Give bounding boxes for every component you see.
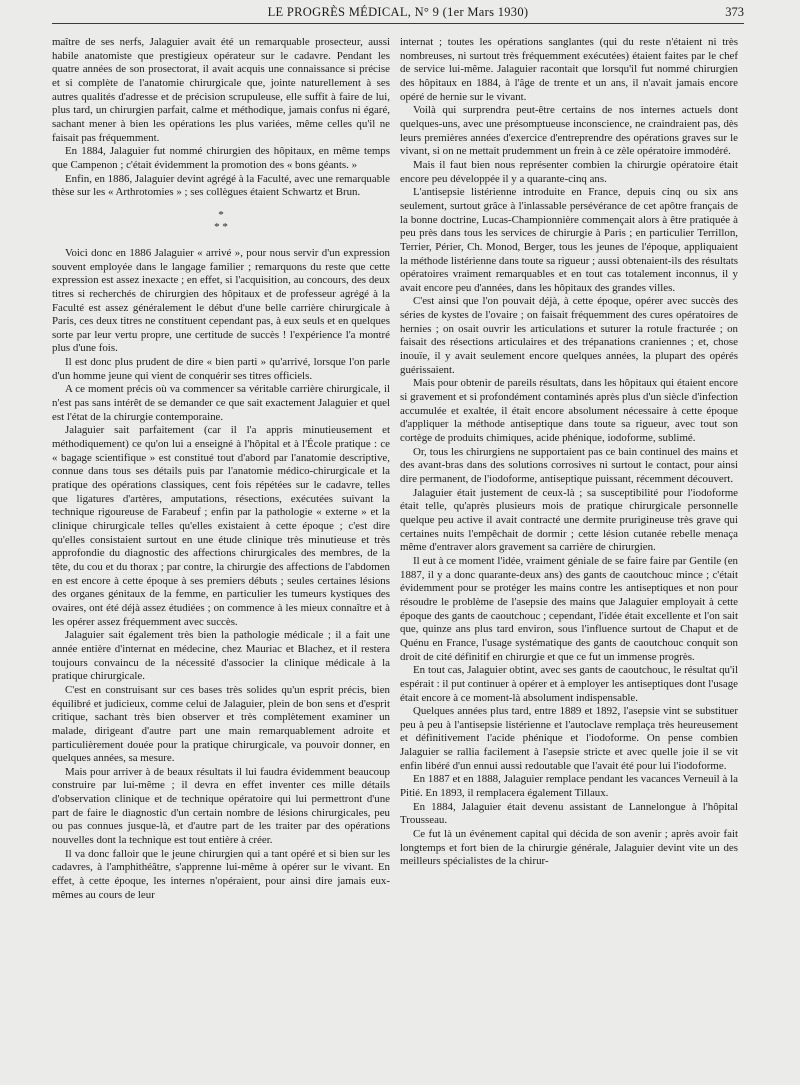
paragraph: Mais pour arriver à de beaux résultats il lui faudra évidemment beaucoup construire par lui-même ; il devra en effet inventer ces mille détails d'observation clinique et de technique opératoire qui lui permettront d'une part de faire le diagnostic d'un certain nombre de lésions chirurgicales, peu ou pas connues jusque-là, et d'autre part de les traiter par des opérations nouvelles dont la technique est tout entière à créer.: [52, 765, 390, 847]
paragraph: Voilà qui surprendra peut-être certains de nos internes actuels dont quelques-uns, avec une présomptueuse inconscience, ne craindraient pas, dès leurs premières années d'exercice d'entreprendre des opérations graves sur le vivant, si on ne mettait prudemment un frein à ce zèle opératoire immodéré.: [400, 104, 738, 158]
paragraph: maître de ses nerfs, Jalaguier avait été un remarquable prosecteur, aussi habile anatomiste que prestigieux opérateur sur le cadavre. Pendant les quatre années de son prosectorat, il avait acquis une connaissance si précise et si complète de l'anatomie chirurgicale que, jointe naturellement à ses autres qualités d'adresse et de précision scrupuleuse, elle suffit à faire de lui, plus tard, un chirurgien parfait, calme et méthodique, jamais confus ni égaré, sachant mener à bien les opérations les plus variées, même celles qu'il ne faisait pas fréquemment.: [52, 36, 390, 144]
paragraph: Jalaguier était justement de ceux-là ; sa susceptibilité pour l'iodoforme était telle, qu'après plusieurs mois de pratique chirurgicale personnelle quelque peu active il avait contracté une dermite prurigineuse très grave qui certaines nuits l'empêchait de dormir ; cette lésion cutanée rebelle menaça même d'entraver alors gravement sa carrière de chirurgien.: [400, 486, 738, 554]
page-number: 373: [725, 5, 744, 19]
paragraph: Mais pour obtenir de pareils résultats, dans les hôpitaux qui étaient encore si gravement et si profondément contaminés après plus d'un siècle d'infection accumulée et exaltée, il était encore absolument nécessaire à cette époque d'appliquer la méthode antiseptique dans toute sa rigueur, avec tout son cortège de produits chimiques, acide phénique, iodoforme, sublimé.: [400, 377, 738, 445]
paragraph: Mais il faut bien nous représenter combien la chirurgie opératoire était encore peu développée il y a quarante-cinq ans.: [400, 158, 738, 185]
section-separator: [52, 209, 390, 235]
paragraph: Il eut à ce moment l'idée, vraiment géniale de se faire faire par Gentile (en 1887, il y a donc quarante-deux ans) des gants de caoutchouc mince ; c'était évidemment pour se protéger les mains contre les antiseptiques et non pour résoudre le problème de l'asepsie des mains que Jalaguier employait à cette époque des gants de caoutchouc ; cependant, l'idée était excellente et l'on sait que, quinze ans plus tard environ, sous l'influence surtout de Chaput et de Quénu en France, l'usage systématique des gants de caoutchouc conquit son droit de cité définitif en chirurgie et que ce fut un immense progrès.: [400, 554, 738, 663]
paragraph: A ce moment précis où va commencer sa véritable carrière chirurgicale, il n'est pas sans intérêt de se demander ce que sait exactement Jalaguier et quel est l'état de la chirurgie contemporaine.: [52, 383, 390, 423]
paragraph: C'est en construisant sur ces bases très solides qu'un esprit précis, bien équilibré et judicieux, comme celui de Jalaguier, plein de bon sens et d'esprit critique, sachant très bien observer et très complètement examiner un malade, dirigeant d'autre part une main remarquablement adroite et particulièrement douée pour la pratique chirurgicale, va pouvoir donner, en quelques années, sa mesure.: [52, 683, 390, 765]
separator-star-top: *: [218, 208, 224, 221]
left-column: [52, 36, 390, 1076]
paragraph: Quelques années plus tard, entre 1889 et 1892, l'asepsie vint se substituer peu à peu à l'antisepsie listérienne et l'autoclave remplaça très heureusement et définitivement l'acide phénique et l'iodoforme. On pense combien Jalaguier se rallia facilement à l'asepsie stricte et avec quelle joie il se vit enfin libéré d'un ennui aussi redoutable que l'avait été pour lui l'iodoforme.: [400, 705, 738, 772]
paragraph: C'est ainsi que l'on pouvait déjà, à cette époque, opérer avec succès des séries de kystes de l'ovaire ; on faisait fréquemment des cures opératoires de hernies ; on osait ouvrir les articulations et suturer la rotule fracturée ; on faisait des résections articulaires et des trépanations craniennes ; et, chose inouïe, il y avait seulement encore quelques années, la plupart des opérés guérissaient.: [400, 295, 738, 376]
paragraph: internat ; toutes les opérations sanglantes (qui du reste n'étaient ni très nombreuses, ni surtout très fréquemment exécutées) étaient faites par le chef de service lui-même. Jalaguier racontait que lorsqu'il fut nommé chirurgien des hôpitaux en 1884, à l'âge de trente et un ans, il n'avait jamais encore opéré de hernie sur le vivant.: [400, 36, 738, 103]
paragraph: En 1887 et en 1888, Jalaguier remplace pendant les vacances Verneuil à la Pitié. En 1893, il remplacera également Tillaux.: [400, 773, 738, 800]
paragraph: Il va donc falloir que le jeune chirurgien qui a tant opéré et si bien sur les cadavres, à l'amphithéâtre, s'apprenne lui-même à opérer sur le vivant. En effet, à cette époque, les internes n'opéraient, pour ainsi dire jamais eux-mêmes au cours de leur: [52, 847, 390, 901]
paragraph: Jalaguier sait également très bien la pathologie médicale ; il a fait une année entière d'internat en médecine, chez Mauriac et Blachez, et il restera toujours convaincu de la nécessité d'associer la clinique médicale à la pratique chirurgicale.: [52, 629, 390, 683]
paragraph: Il est donc plus prudent de dire « bien parti » qu'arrivé, lorsque l'on parle d'un homme jeune qui vient de conquérir ses titres officiels.: [52, 356, 390, 382]
page-header: [52, 5, 744, 24]
paragraph: En tout cas, Jalaguier obtint, avec ses gants de caoutchouc, le résultat qu'il espérait : il put continuer à opérer et à employer les antiseptiques dont l'usage était encore à ce moment-là absolument indispensable.: [400, 664, 738, 704]
paragraph: En 1884, Jalaguier fut nommé chirurgien des hôpitaux, en même temps que Campenon ; c'était évidemment la promotion des « bons géants. »: [52, 145, 390, 171]
paragraph: Jalaguier sait parfaitement (car il l'a appris minutieusement et méthodiquement) ce qu'on lui a enseigné à l'hôpital et à l'École pratique : ce « bagage scientifique » est constitué tout d'abord par l'anatomie descriptive, connue dans tous ses détails puis par l'anatomie médico-chirurgicale et la pratique des opérations classiques, cent fois répétées sur le cadavre, telles que ligatures d'artères, amputations, résections, exécutées suivant la technique rigoureuse de Farabeuf ; enfin par la pathologie « externe » et la clinique chirurgicale telles qu'elles existaient à cette époque ; c'est dire qu'elles consistaient surtout en une étude clinique très minutieuse et très approfondie du diagnostic des affections chirurgicales des membres, de la tête, du cou et du thorax ; par contre, la chirurgie des affections de l'abdomen en est encore à cette époque à ses premiers débuts ; seules certaines lésions des organes génitaux de la femme, en particulier les tumeurs kystiques des ovaires, ont été déjà assez étudiées ; on commence à les mieux connaître et à les opérer assez fréquemment avec succès.: [52, 424, 390, 628]
separator-star-bottom: * *: [214, 220, 228, 233]
paragraph: Or, tous les chirurgiens ne supportaient pas ce bain continuel des mains et des avant-bras dans des solutions corrosives ni surtout le contact, pour ainsi dire permanent, de l'iodoforme, antiseptique puissant, récemment découvert.: [400, 445, 738, 485]
right-column: [400, 36, 738, 1076]
paragraph: Enfin, en 1886, Jalaguier devint agrégé à la Faculté, avec une remarquable thèse sur les « Arthrotomies » ; ses collègues étaient Schwartz et Brun.: [52, 172, 390, 199]
paragraph: En 1884, Jalaguier était devenu assistant de Lannelongue à l'hôpital Trousseau.: [400, 800, 738, 827]
paragraph: L'antisepsie listérienne introduite en France, depuis cinq ou six ans seulement, surtout grâce à l'inlassable persévérance de cet apôtre français de la bonne doctrine, Lucas-Championnière commençait alors à être pratiquée à peu près dans tous les services de chirurgie à Paris ; en particulier Terrillon, Terrier, Périer, Ch. Monod, Berger, tous les jeunes de l'époque, appliquaient la méthode listérienne dans toute sa rigueur ; aussi obtenaient-ils des résultats opératoires vraiment remarquables et en tout cas totalement inconnus, il y avait encore peu d'années, dans les hôpitaux des grandes villes.: [400, 186, 738, 294]
paragraph: Ce fut là un événement capital qui décida de son avenir ; après avoir fait longtemps et fort bien de la chirurgie générale, Jalaguier devint vite un des meilleurs spécialistes de la chirur-: [400, 828, 738, 868]
paragraph: Voici donc en 1886 Jalaguier « arrivé », pour nous servir d'un expression souvent employée dans le langage familier ; remarquons du reste que cette expression est assez inexacte ; en effet, si l'acquisition, au concours, des deux titres si recherchés de chirurgien des hôpitaux et de professeur agrégé à la Faculté est assez généralement le début d'une belle carrière chirurgicale à Paris, ces deux titres ne constituent cependant pas, à eux seuls et en quelques sorte par leur vertu propre, une certitude de succès ! l'expérience l'a montré plus d'une fois.: [52, 246, 390, 355]
running-title: LE PROGRÈS MÉDICAL, N° 9 (1er Mars 1930): [267, 5, 529, 19]
